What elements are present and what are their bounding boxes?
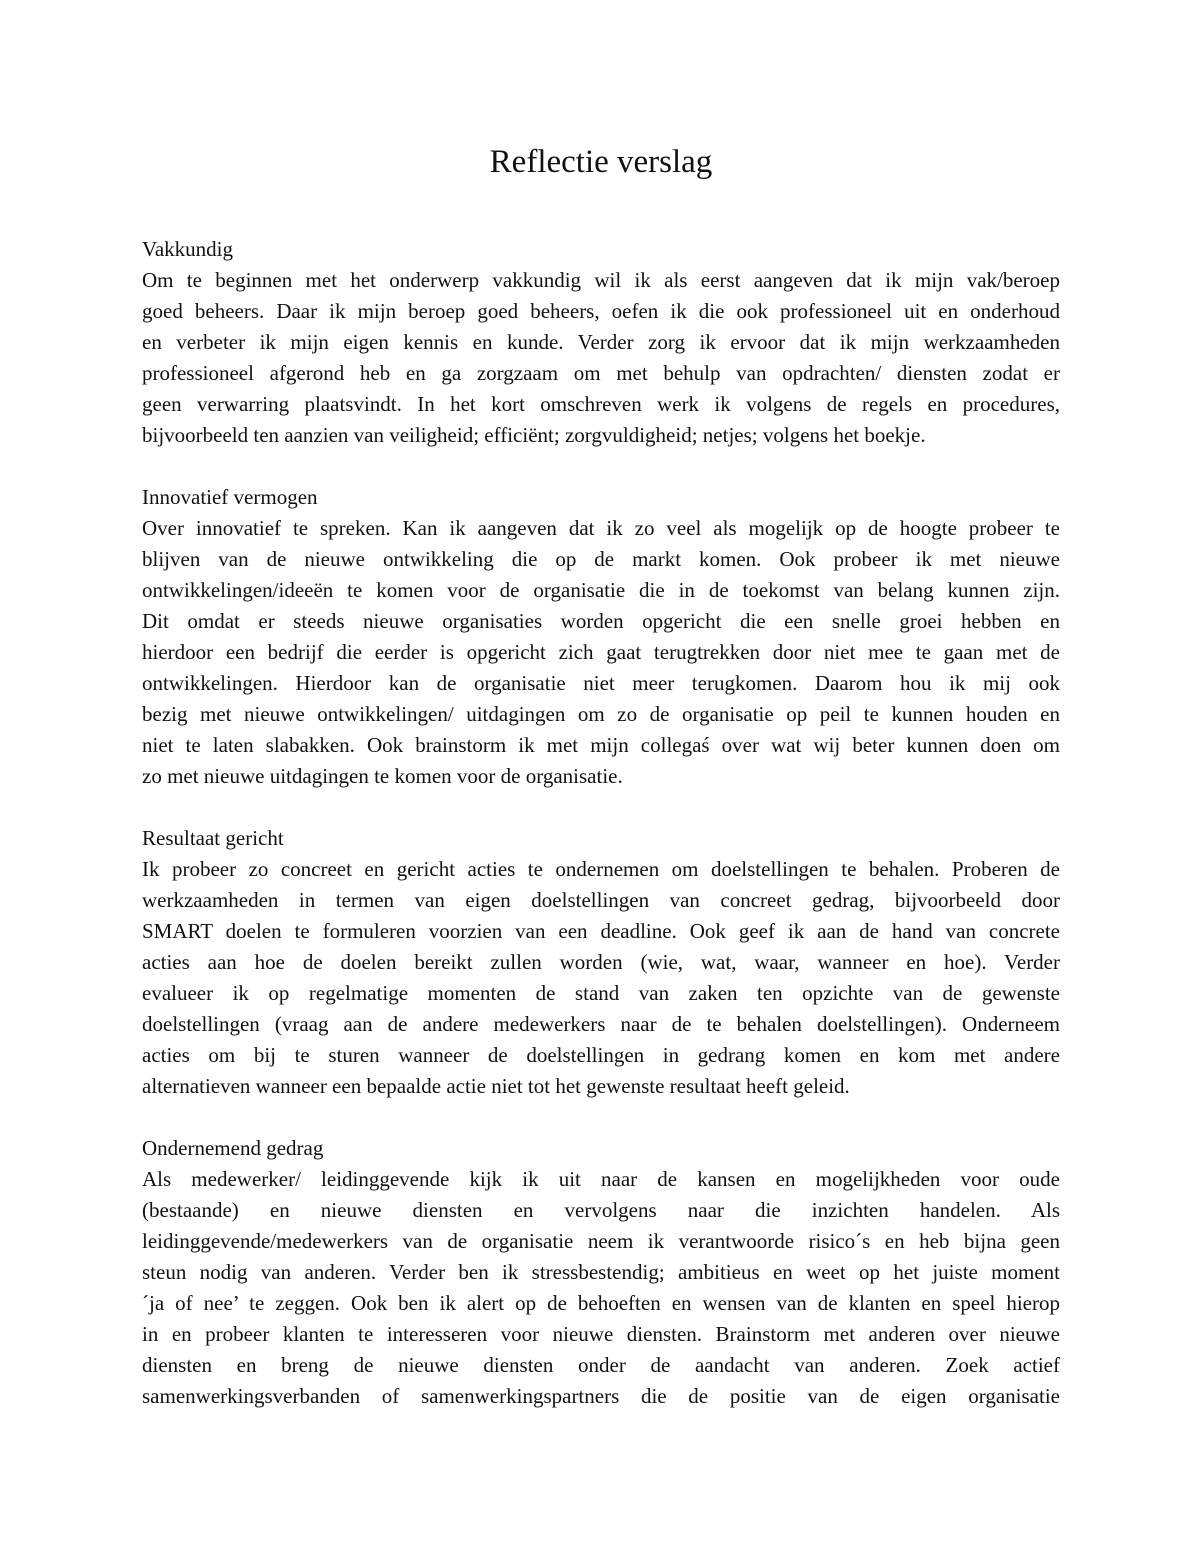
paragraph-line: blijven van de nieuwe ontwikkeling die op de markt komen. Ook probeer ik met nieuwe <box>142 547 1060 571</box>
section-innovatief-vermogen <box>142 482 1060 792</box>
paragraph-line: Ik probeer zo concreet en gericht acties te ondernemen om doelstellingen te behalen. Proberen de <box>142 857 1060 881</box>
paragraph-line: niet te laten slabakken. Ook brainstorm ik met mijn collegaś over wat wij beter kunnen doen om <box>142 733 1060 757</box>
paragraph-line: steun nodig van anderen. Verder ben ik stressbestendig; ambitieus en weet op het juiste moment <box>142 1260 1060 1284</box>
section-heading: Ondernemend gedrag <box>142 1136 324 1160</box>
paragraph-line: acties om bij te sturen wanneer de doelstellingen in gedrang komen en kom met andere <box>142 1043 1060 1067</box>
section-vakkundig <box>142 234 1060 451</box>
paragraph-line: acties aan hoe de doelen bereikt zullen worden (wie, wat, waar, wanneer en hoe). Verder <box>142 950 1060 974</box>
paragraph-line: in en probeer klanten te interesseren voor nieuwe diensten. Brainstorm met anderen over nieuwe <box>142 1322 1060 1346</box>
section-resultaat-gericht <box>142 823 1060 1102</box>
paragraph-line: leidinggevende/medewerkers van de organisatie neem ik verantwoorde risico´s en heb bijna geen <box>142 1229 1060 1253</box>
paragraph-line: geen verwarring plaatsvindt. In het kort omschreven werk ik volgens de regels en procedures, <box>142 392 1060 416</box>
paragraph-line: werkzaamheden in termen van eigen doelstellingen van concreet gedrag, bijvoorbeeld door <box>142 888 1060 912</box>
paragraph-line: samenwerkingsverbanden of samenwerkingspartners die de positie van de eigen organisatie <box>142 1384 1060 1408</box>
paragraph-line: bijvoorbeeld ten aanzien van veiligheid; efficiënt; zorgvuldigheid; netjes; volgens het boekje. <box>142 423 926 447</box>
document-page <box>142 140 1060 1443</box>
section-heading: Vakkundig <box>142 237 233 261</box>
paragraph-line: Over innovatief te spreken. Kan ik aangeven dat ik zo veel als mogelijk op de hoogte probeer te <box>142 516 1060 540</box>
section-ondernemend-gedrag <box>142 1133 1060 1412</box>
paragraph-line: Om te beginnen met het onderwerp vakkundig wil ik als eerst aangeven dat ik mijn vak/beroep <box>142 268 1060 292</box>
paragraph-line: (bestaande) en nieuwe diensten en vervolgens naar die inzichten handelen. Als <box>142 1198 1060 1222</box>
paragraph-line: diensten en breng de nieuwe diensten onder de aandacht van anderen. Zoek actief <box>142 1353 1060 1377</box>
paragraph-line: Als medewerker/ leidinggevende kijk ik uit naar de kansen en mogelijkheden voor oude <box>142 1167 1060 1191</box>
section-heading: Innovatief vermogen <box>142 485 318 509</box>
paragraph-line: Dit omdat er steeds nieuwe organisaties worden opgericht die een snelle groei hebben en <box>142 609 1060 633</box>
paragraph-line: bezig met nieuwe ontwikkelingen/ uitdagingen om zo de organisatie op peil te kunnen houden en <box>142 702 1060 726</box>
paragraph-line: ´ja of nee’ te zeggen. Ook ben ik alert op de behoeften en wensen van de klanten en speel hierop <box>142 1291 1060 1315</box>
paragraph-line: alternatieven wanneer een bepaalde actie niet tot het gewenste resultaat heeft geleid. <box>142 1074 850 1098</box>
paragraph-line: ontwikkelingen. Hierdoor kan de organisatie niet meer terugkomen. Daarom hou ik mij ook <box>142 671 1060 695</box>
paragraph-line: zo met nieuwe uitdagingen te komen voor de organisatie. <box>142 764 623 788</box>
paragraph-line: en verbeter ik mijn eigen kennis en kunde. Verder zorg ik ervoor dat ik mijn werkzaamheden <box>142 330 1060 354</box>
paragraph-line: SMART doelen te formuleren voorzien van een deadline. Ook geef ik aan de hand van concrete <box>142 919 1060 943</box>
paragraph-line: professioneel afgerond heb en ga zorgzaam om met behulp van opdrachten/ diensten zodat er <box>142 361 1060 385</box>
paragraph-line: goed beheers. Daar ik mijn beroep goed beheers, oefen ik die ook professioneel uit en onderhoud <box>142 299 1060 323</box>
paragraph-line: evalueer ik op regelmatige momenten de stand van zaken ten opzichte van de gewenste <box>142 981 1060 1005</box>
document-title: Reflectie verslag <box>489 144 713 180</box>
paragraph-line: ontwikkelingen/ideeën te komen voor de organisatie die in de toekomst van belang kunnen zijn. <box>142 578 1060 602</box>
section-heading: Resultaat gericht <box>142 826 284 850</box>
paragraph-line: hierdoor een bedrijf die eerder is opgericht zich gaat terugtrekken door niet mee te gaan met de <box>142 640 1060 664</box>
paragraph-line: doelstellingen (vraag aan de andere medewerkers naar de te behalen doelstellingen). Onderneem <box>142 1012 1060 1036</box>
